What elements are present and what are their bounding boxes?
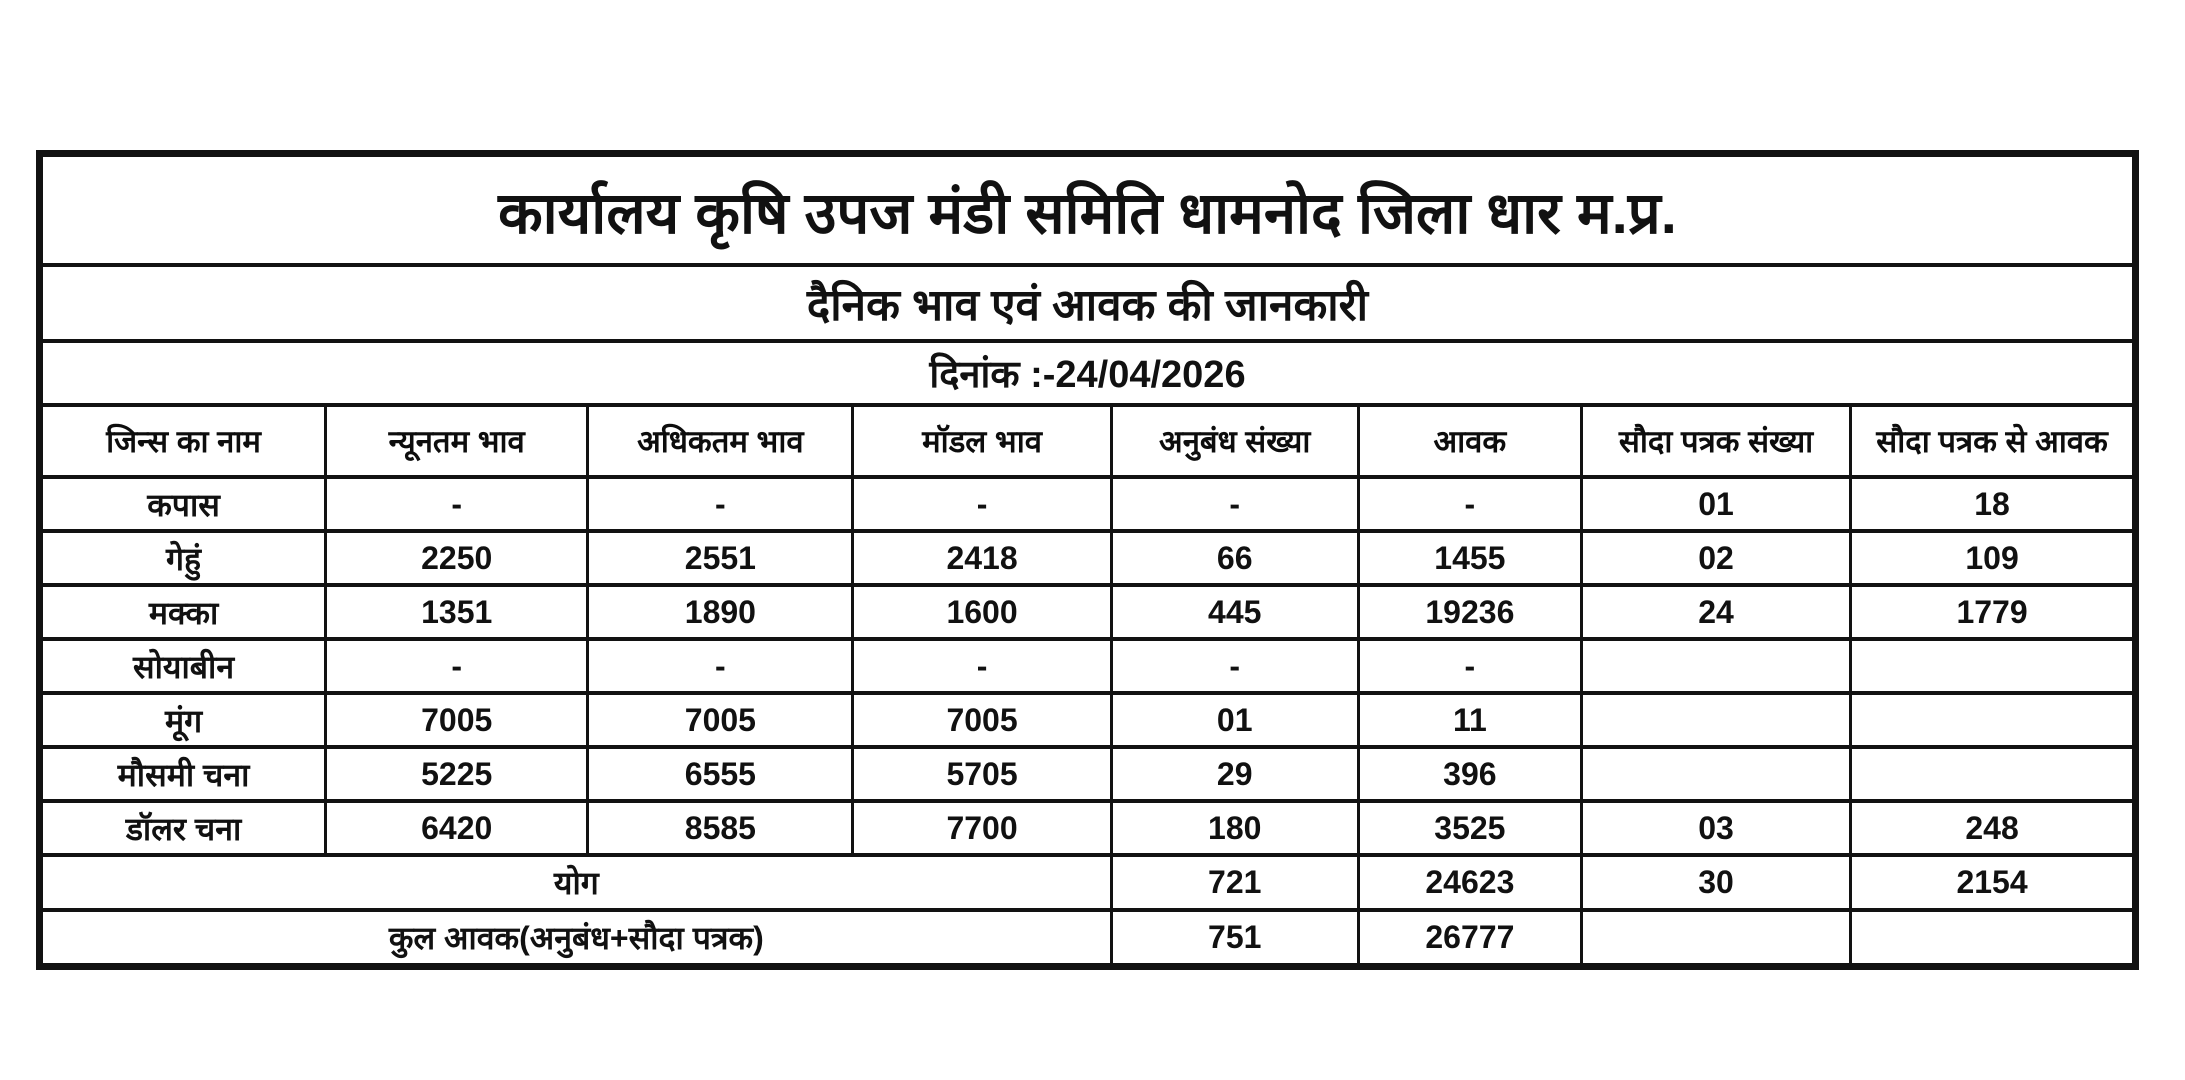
total-row-kul-aavak — [40, 910, 2136, 967]
total-kul-anubandh: 751 — [1111, 910, 1358, 967]
cell-max-price: 8585 — [588, 801, 853, 855]
cell-commodity: कपास — [40, 477, 326, 531]
header-anubandh: अनुबंध संख्या — [1111, 405, 1358, 477]
cell-sauda-aavak: 248 — [1851, 801, 2136, 855]
table-row — [40, 531, 2136, 585]
cell-sauda-count — [1581, 693, 1850, 747]
title-row — [40, 154, 2136, 266]
report-date: दिनांक :-24/04/2026 — [40, 341, 2136, 405]
cell-aavak: 19236 — [1358, 585, 1581, 639]
total-yog-anubandh: 721 — [1111, 855, 1358, 910]
table-row — [40, 585, 2136, 639]
table-row — [40, 639, 2136, 693]
cell-anubandh: - — [1111, 639, 1358, 693]
cell-commodity: मौसमी चना — [40, 747, 326, 801]
cell-commodity: मूंग — [40, 693, 326, 747]
cell-sauda-aavak: 1779 — [1851, 585, 2136, 639]
total-kul-label: कुल आवक(अनुबंध+सौदा पत्रक) — [40, 910, 1112, 967]
header-sauda-count: सौदा पत्रक संख्या — [1581, 405, 1850, 477]
cell-min-price: - — [326, 639, 588, 693]
total-yog-aavak: 24623 — [1358, 855, 1581, 910]
cell-modal-price: 7005 — [853, 693, 1111, 747]
cell-anubandh: - — [1111, 477, 1358, 531]
cell-modal-price: - — [853, 639, 1111, 693]
cell-min-price: 6420 — [326, 801, 588, 855]
cell-commodity: डॉलर चना — [40, 801, 326, 855]
cell-anubandh: 180 — [1111, 801, 1358, 855]
total-kul-sauda-count — [1581, 910, 1850, 967]
column-header-row — [40, 405, 2136, 477]
date-row — [40, 341, 2136, 405]
header-min-price: न्यूनतम भाव — [326, 405, 588, 477]
cell-aavak: 11 — [1358, 693, 1581, 747]
cell-anubandh: 445 — [1111, 585, 1358, 639]
cell-max-price: - — [588, 477, 853, 531]
total-kul-sauda-aavak — [1851, 910, 2136, 967]
cell-sauda-aavak: 18 — [1851, 477, 2136, 531]
cell-max-price: 1890 — [588, 585, 853, 639]
cell-max-price: 2551 — [588, 531, 853, 585]
total-yog-label: योग — [40, 855, 1112, 910]
header-sauda-aavak: सौदा पत्रक से आवक — [1851, 405, 2136, 477]
cell-sauda-aavak — [1851, 747, 2136, 801]
table-row — [40, 801, 2136, 855]
cell-max-price: 6555 — [588, 747, 853, 801]
page-title: कार्यालय कृषि उपज मंडी समिति धामनोद जिला धार म.प्र. — [40, 154, 2136, 266]
cell-sauda-aavak — [1851, 639, 2136, 693]
cell-min-price: 5225 — [326, 747, 588, 801]
header-modal-price: मॉडल भाव — [853, 405, 1111, 477]
cell-min-price: 1351 — [326, 585, 588, 639]
cell-aavak: 3525 — [1358, 801, 1581, 855]
total-yog-sauda-count: 30 — [1581, 855, 1850, 910]
table-row — [40, 693, 2136, 747]
cell-modal-price: 5705 — [853, 747, 1111, 801]
total-yog-sauda-aavak: 2154 — [1851, 855, 2136, 910]
cell-aavak: - — [1358, 477, 1581, 531]
cell-commodity: गेहुं — [40, 531, 326, 585]
cell-sauda-count: 24 — [1581, 585, 1850, 639]
cell-anubandh: 66 — [1111, 531, 1358, 585]
subtitle-row — [40, 265, 2136, 341]
cell-aavak: - — [1358, 639, 1581, 693]
cell-min-price: 2250 — [326, 531, 588, 585]
cell-max-price: - — [588, 639, 853, 693]
header-max-price: अधिकतम भाव — [588, 405, 853, 477]
cell-aavak: 396 — [1358, 747, 1581, 801]
cell-modal-price: 1600 — [853, 585, 1111, 639]
cell-min-price: - — [326, 477, 588, 531]
cell-max-price: 7005 — [588, 693, 853, 747]
total-kul-aavak: 26777 — [1358, 910, 1581, 967]
cell-modal-price: 7700 — [853, 801, 1111, 855]
cell-modal-price: - — [853, 477, 1111, 531]
cell-min-price: 7005 — [326, 693, 588, 747]
cell-sauda-count — [1581, 639, 1850, 693]
cell-anubandh: 29 — [1111, 747, 1358, 801]
cell-sauda-count: 03 — [1581, 801, 1850, 855]
header-commodity: जिन्स का नाम — [40, 405, 326, 477]
cell-sauda-aavak — [1851, 693, 2136, 747]
cell-sauda-count: 02 — [1581, 531, 1850, 585]
cell-commodity: मक्का — [40, 585, 326, 639]
cell-sauda-aavak: 109 — [1851, 531, 2136, 585]
cell-sauda-count — [1581, 747, 1850, 801]
total-row-yog — [40, 855, 2136, 910]
page-subtitle: दैनिक भाव एवं आवक की जानकारी — [40, 265, 2136, 341]
table-row — [40, 477, 2136, 531]
cell-anubandh: 01 — [1111, 693, 1358, 747]
table-row — [40, 747, 2136, 801]
header-aavak: आवक — [1358, 405, 1581, 477]
daily-rates-table — [36, 150, 2139, 970]
cell-aavak: 1455 — [1358, 531, 1581, 585]
cell-commodity: सोयाबीन — [40, 639, 326, 693]
cell-modal-price: 2418 — [853, 531, 1111, 585]
cell-sauda-count: 01 — [1581, 477, 1850, 531]
